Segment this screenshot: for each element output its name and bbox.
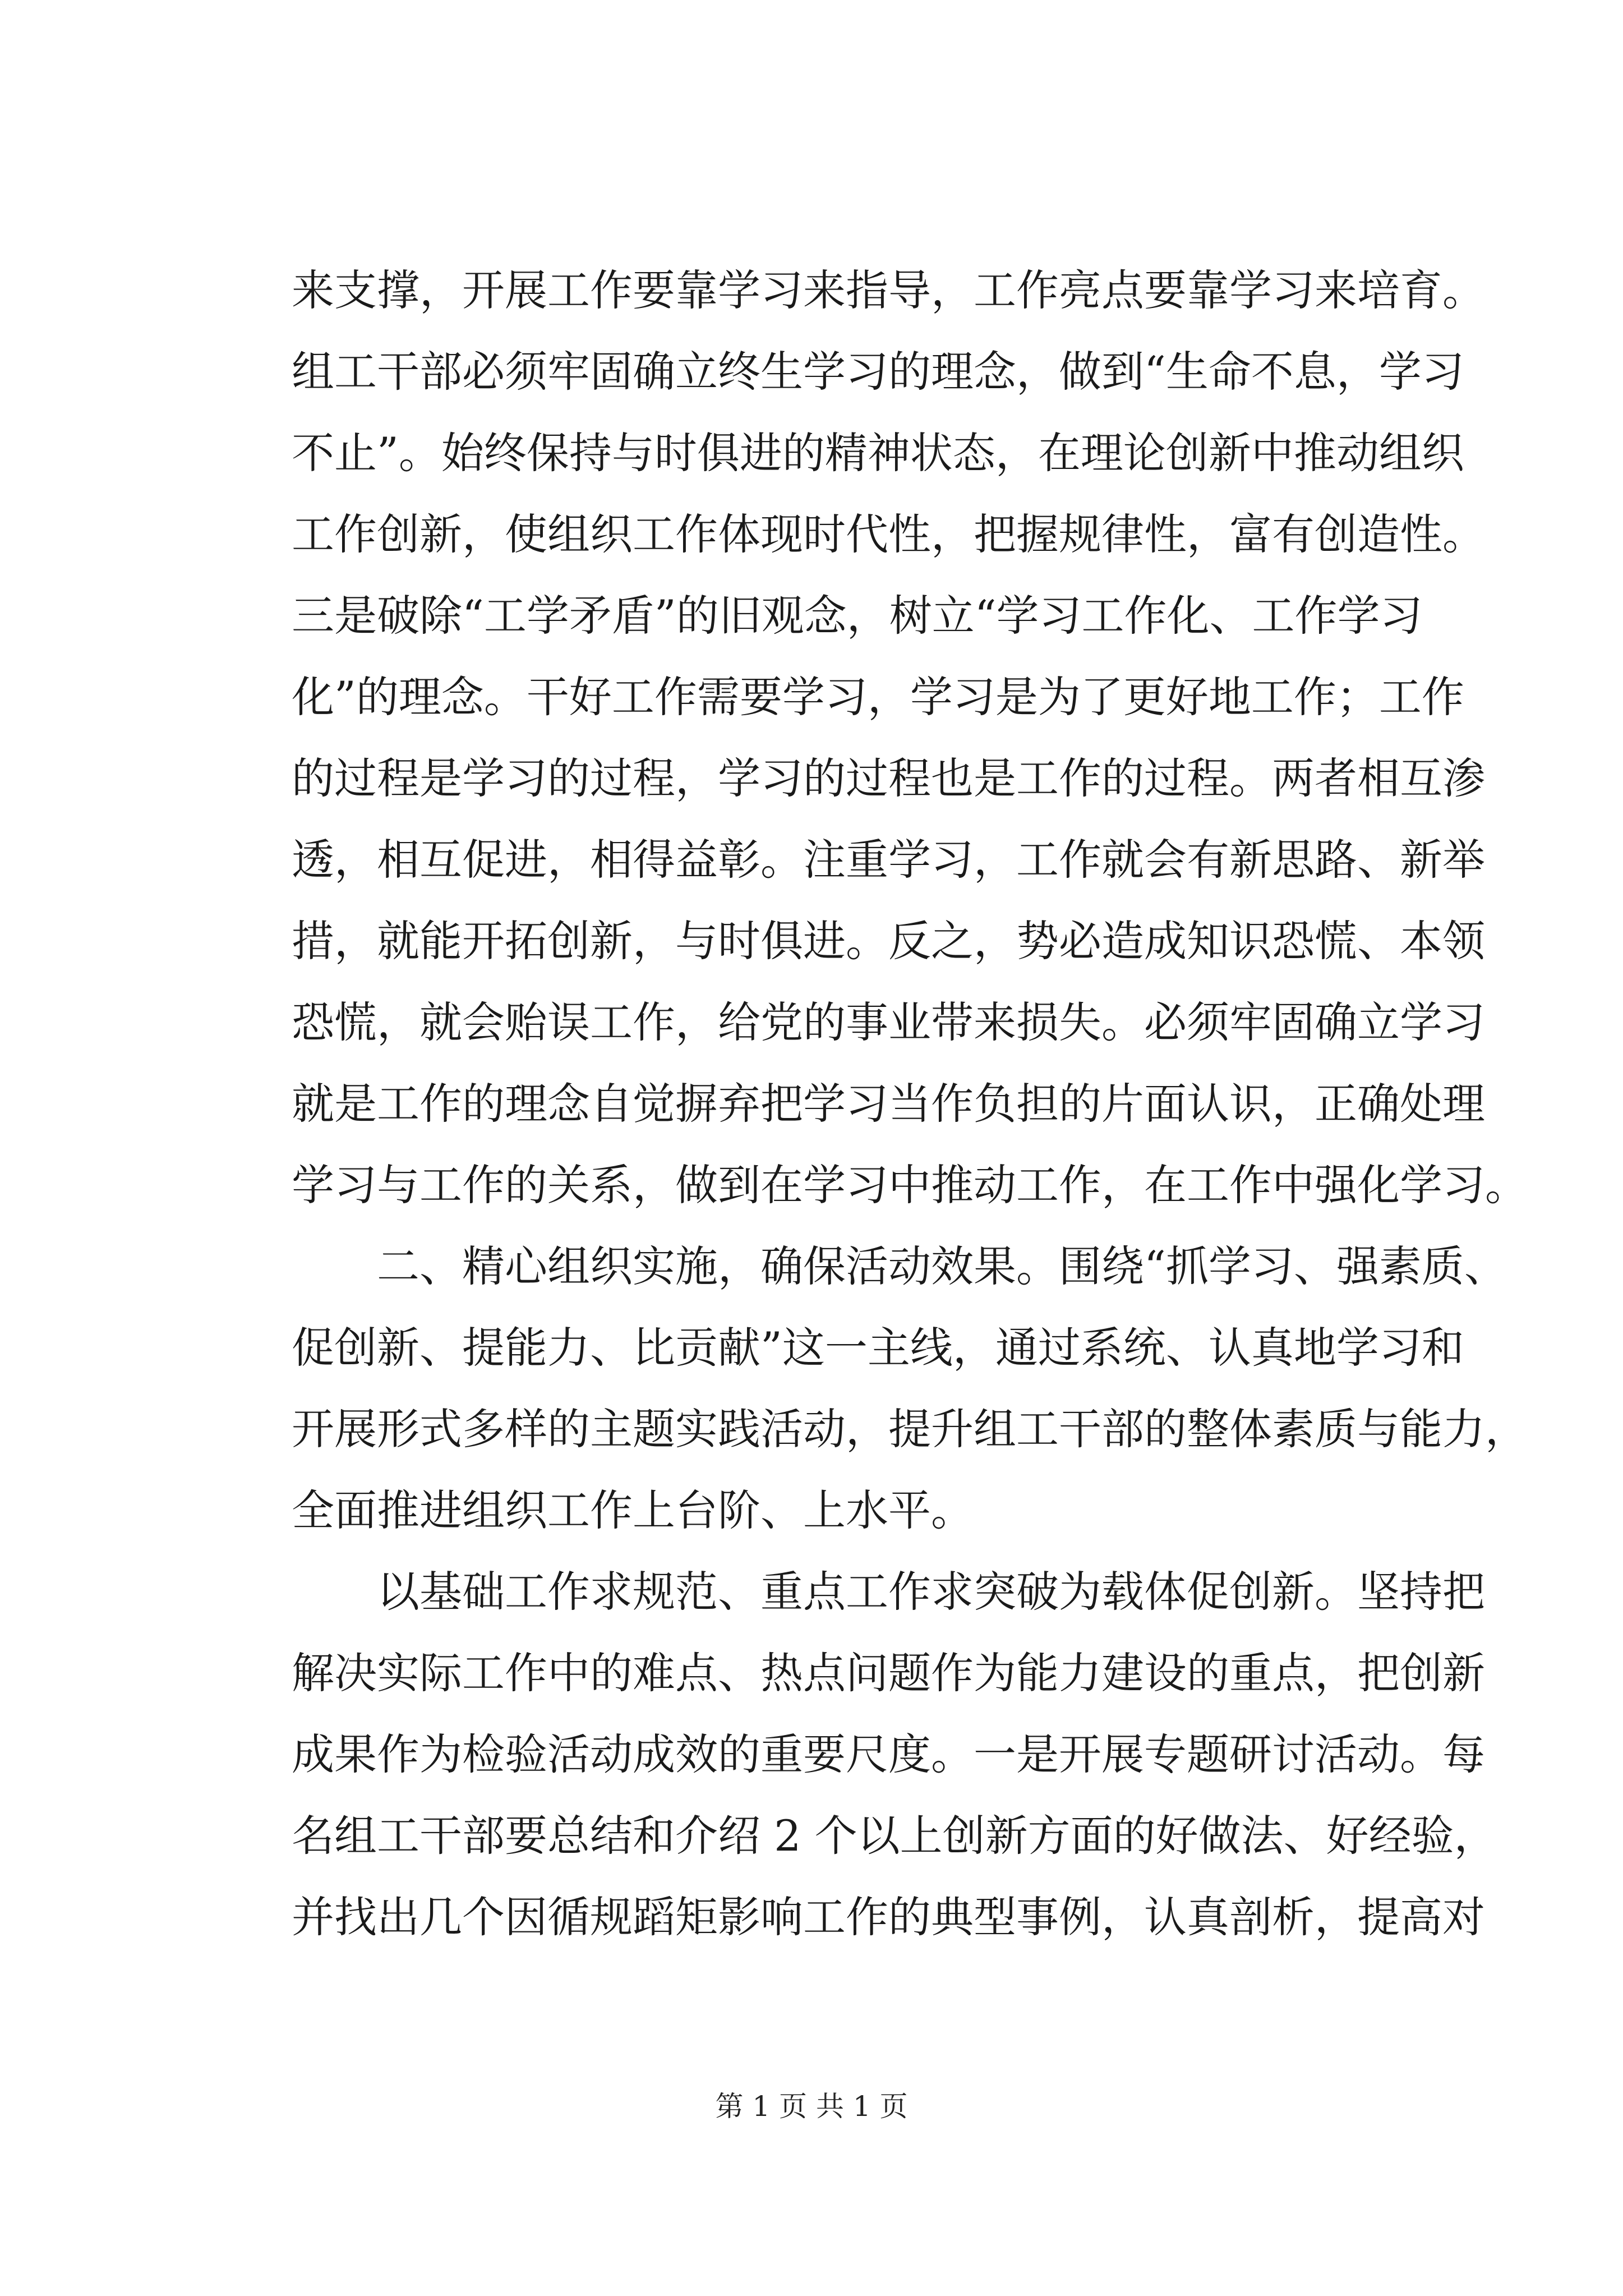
- paragraph: [292, 1551, 1497, 1958]
- document-body: [292, 250, 1528, 1958]
- text-line: 促创新、提能力、比贡献”这一主线，通过系统、认真地学习和: [292, 1323, 1464, 1373]
- text-line: 全面推进组织工作上台阶、上水平。: [292, 1485, 974, 1535]
- text-line: 恐慌，就会贻误工作，给党的事业带来损失。必须牢固确立学习: [292, 997, 1485, 1047]
- text-line: 二、精心组织实施，确保活动效果。围绕“抓学习、强素质、: [377, 1241, 1507, 1291]
- text-line: 工作创新，使组织工作体现时代性，把握规律性，富有创造性。: [292, 509, 1485, 559]
- text-line: 的过程是学习的过程，学习的过程也是工作的过程。两者相互渗: [292, 753, 1485, 803]
- paragraph: [292, 250, 1528, 1226]
- text-line: 名组工干部要总结和介绍 2 个以上创新方面的好做法、好经验，: [292, 1811, 1497, 1861]
- text-line: 就是工作的理念自觉摒弃把学习当作负担的片面认识，正确处理: [292, 1079, 1485, 1129]
- text-line: 解决实际工作中的难点、热点问题作为能力建设的重点，把创新: [292, 1648, 1485, 1698]
- text-line: 不止”。始终保持与时俱进的精神状态，在理论创新中推动组织: [292, 428, 1464, 478]
- text-line: 措，就能开拓创新，与时俱进。反之，势必造成知识恐慌、本领: [292, 916, 1485, 966]
- text-line: 成果作为检验活动成效的重要尺度。一是开展专题研讨活动。每: [292, 1729, 1485, 1779]
- text-line: 三是破除“工学矛盾”的旧观念，树立“学习工作化、工作学习: [292, 591, 1423, 641]
- text-line: 学习与工作的关系，做到在学习中推动工作，在工作中强化学习。: [292, 1160, 1528, 1210]
- paragraph: [292, 1226, 1528, 1551]
- text-line: 组工干部必须牢固确立终生学习的理念，做到“生命不息，学习: [292, 347, 1464, 397]
- text-line: 并找出几个因循规蹈矩影响工作的典型事例，认真剖析，提高对: [292, 1892, 1485, 1942]
- page-footer: 第 1 页 共 1 页: [715, 2090, 908, 2123]
- text-line: 透，相互促进，相得益彰。注重学习，工作就会有新思路、新举: [292, 835, 1485, 885]
- text-line: 开展形式多样的主题实践活动，提升组工干部的整体素质与能力，: [292, 1404, 1528, 1454]
- text-line: 以基础工作求规范、重点工作求突破为载体促创新。坚持把: [377, 1567, 1485, 1617]
- text-line: 来支撑，开展工作要靠学习来指导，工作亮点要靠学习来培育。: [292, 265, 1485, 315]
- text-line: 化”的理念。干好工作需要学习，学习是为了更好地工作；工作: [292, 672, 1464, 722]
